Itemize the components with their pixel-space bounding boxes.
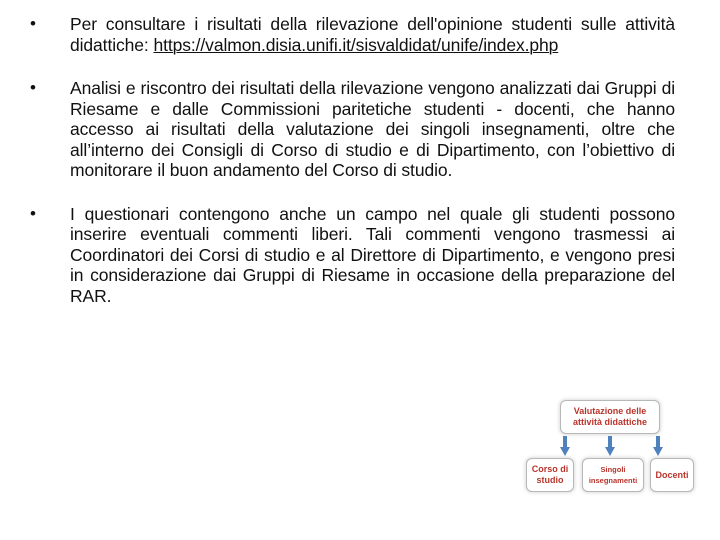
bullet-marker: •	[30, 203, 36, 223]
bullet-item-questionnaire-link	[30, 14, 675, 55]
diagram-box-docenti	[650, 458, 694, 492]
evaluation-diagram	[518, 396, 702, 496]
bullet-marker: •	[30, 14, 36, 33]
bullet-sentence: Per consultare i risultati della rilevazione dell'opinione studenti sulle attività didattiche:	[70, 14, 675, 55]
bullet-item-analysis	[30, 78, 675, 181]
diagram-label-docenti: Docenti	[655, 469, 689, 480]
arrow-down-icon	[560, 436, 570, 456]
bullet-marker: •	[30, 78, 36, 97]
diagram-label-singoli-insegnamenti: Singoli insegnamenti	[588, 465, 638, 485]
bullet-text	[70, 14, 675, 55]
results-link[interactable]: https://valmon.disia.unifi.it/sisvaldidat/unife/index.php	[153, 34, 559, 55]
bullet-text: Analisi e riscontro dei risultati della rilevazione vengono analizzati dai Gruppi di Riesame e dalle Commissioni paritetiche studenti - docenti, che hanno accesso ai risultati della valutazione dei singoli insegnamenti, oltre che all’interno dei Consigli di Corso di studio e di Dipartimento, con l’obiettivo di monitorare il buon andamento del Corso di studio.	[70, 78, 675, 180]
bullet-item-comments	[30, 204, 675, 307]
diagram-top-label: Valutazione delle attività didattiche	[572, 406, 647, 427]
bullet-text: I questionari contengono anche un campo nel quale gli studenti possono inserire eventuali commenti liberi. Tali commenti vengono trasmessi ai Coordinatori dei Corsi di studio e al Direttore di Dipartimento, e vengono presi in considerazione dai Gruppi di Riesame in occasione della preparazione del RAR.	[70, 203, 675, 306]
diagram-top-box	[560, 400, 660, 434]
diagram-label-corso-di-studio: Corso di studio	[531, 464, 569, 485]
diagram-box-singoli-insegnamenti	[582, 458, 644, 492]
diagram-box-corso-di-studio	[526, 458, 574, 492]
arrow-down-icon	[605, 436, 615, 456]
bullet-list	[30, 14, 675, 329]
arrow-down-icon	[653, 436, 663, 456]
